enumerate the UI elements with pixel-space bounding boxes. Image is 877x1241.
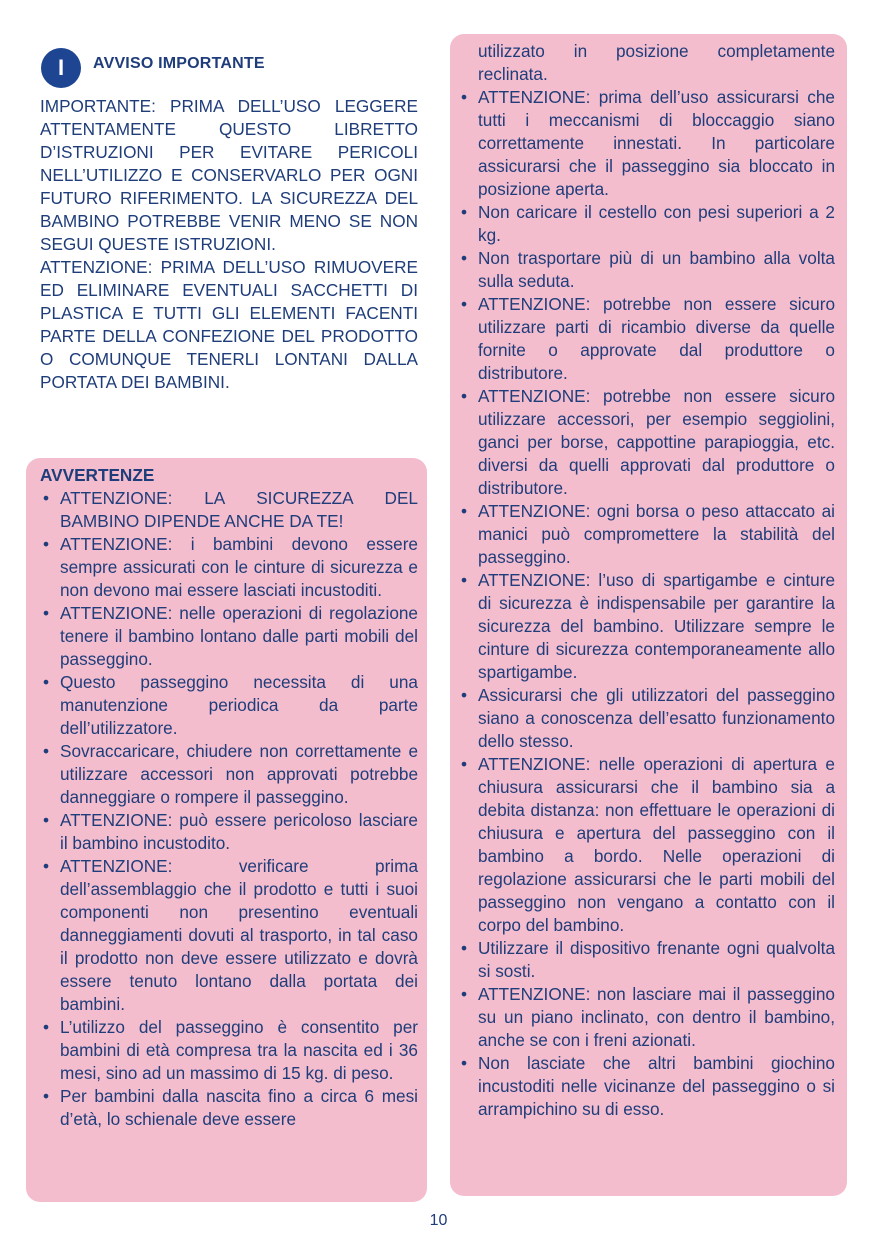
list-item: • Sovraccaricare, chiudere non correttamente e utilizzare accessori non approvati potrebbe danneggiare o rompere il passeggino. (40, 740, 418, 809)
warnings-list-left (40, 487, 418, 1131)
list-item: • ATTENZIONE: l’uso di spartigambe e cinture di sicurezza è indispensabile per garantire la sicurezza del bambino. Utilizzare sempre le cinture di sicurezza contemporaneamente allo spartigambe. (458, 569, 835, 684)
list-item: • ATTENZIONE: nelle operazioni di apertura e chiusura assicurarsi che il bambino sia a debita distanza: non effettuare le operazioni di chiusura e apertura del passeggino con il bambino a bordo. Nelle operazioni di regolazione assicurarsi che le parti mobili del passeggino non vengano a contatto con il corpo del bambino. (458, 753, 835, 937)
intro-paragraph-read-instructions: IMPORTANTE: PRIMA DELL’USO LEGGERE ATTENTAMENTE QUESTO LIBRETTO D’ISTRUZIONI PER EVITARE PERICOLI NELL’UTILIZZO E CONSERVARLO PER OGNI FUTURO RIFERIMENTO. LA SICUREZZA DEL BAMBINO POTREBBE VENIR MENO SE NON SEGUI QUESTE ISTRUZIONI. (40, 96, 418, 254)
list-item: • ATTENZIONE: nelle operazioni di regolazione tenere il bambino lontano dalle parti mobili del passeggino. (40, 602, 418, 671)
warnings-box-right (450, 34, 847, 1196)
warnings-heading: AVVERTENZE (40, 465, 155, 485)
list-item: • ATTENZIONE: potrebbe non essere sicuro utilizzare parti di ricambio diverse da quelle fornite o approvate dal produttore o distributore. (458, 293, 835, 385)
notice-title: AVVISO IMPORTANTE (93, 55, 265, 72)
list-item: • ATTENZIONE: verificare prima dell’assemblaggio che il prodotto e tutti i suoi componenti non presentino eventuali danneggiamenti dovuti al trasporto, in tal caso il prodotto non deve essere utilizzato e dovrà essere tenuto lontano dalla portata dei bambini. (40, 855, 418, 1016)
warnings-box-left (26, 458, 427, 1202)
list-item: • Assicurarsi che gli utilizzatori del passeggino siano a conoscenza dell’esatto funzionamento dello stesso. (458, 684, 835, 753)
list-item: • Questo passeggino necessita di una manutenzione periodica da parte dell’utilizzatore. (40, 671, 418, 740)
list-item: • Non trasportare più di un bambino alla volta sulla seduta. (458, 247, 835, 293)
page-number: 10 (429, 1212, 448, 1229)
intro-paragraph-remove-packaging: ATTENZIONE: PRIMA DELL’USO RIMUOVERE ED ELIMINARE EVENTUALI SACCHETTI DI PLASTICA E TUTTI GLI ELEMENTI FACENTI PARTE DELLA CONFEZIONE DEL PRODOTTO O COMUNQUE TENERLI LONTANI DALLA PORTATA DEI BAMBINI. (40, 257, 418, 392)
list-item: • ATTENZIONE: ogni borsa o peso attaccato ai manici può compromettere la stabilità del passeggino. (458, 500, 835, 569)
list-item: • Per bambini dalla nascita fino a circa 6 mesi d’età, lo schienale deve essere (40, 1085, 418, 1131)
list-item: • ATTENZIONE: può essere pericoloso lasciare il bambino incustodito. (40, 809, 418, 855)
list-item: • ATTENZIONE: prima dell’uso assicurarsi che tutti i meccanismi di bloccaggio siano correttamente innestati. In particolare assicurarsi che il passeggino sia bloccato in posizione aperta. (458, 86, 835, 201)
continued-text: utilizzato in posizione completamente reclinata. (478, 41, 835, 84)
warnings-list-right (458, 86, 835, 1121)
list-item: • ATTENZIONE: non lasciare mai il passeggino su un piano inclinato, con dentro il bambino, anche se con i freni azionati. (458, 983, 835, 1052)
intro-text (40, 95, 418, 394)
list-item: • ATTENZIONE: potrebbe non essere sicuro utilizzare accessori, per esempio seggiolini, ganci per borse, cappottine parapioggia, etc. diversi da quelli approvati dal produttore o distributore. (458, 385, 835, 500)
list-item: • Non lasciate che altri bambini giochino incustoditi nelle vicinanze del passeggino o si arrampichino su di esso. (458, 1052, 835, 1121)
list-item: • Utilizzare il dispositivo frenante ogni qualvolta si sosti. (458, 937, 835, 983)
list-item: • L’utilizzo del passeggino è consentito per bambini di età compresa tra la nascita ed i 36 mesi, sino ad un massimo di 15 kg. di peso. (40, 1016, 418, 1085)
list-item: • ATTENZIONE: LA SICUREZZA DEL BAMBINO DIPENDE ANCHE DA TE! (40, 487, 418, 533)
list-item: • ATTENZIONE: i bambini devono essere sempre assicurati con le cinture di sicurezza e non devono mai essere lasciati incustoditi. (40, 533, 418, 602)
language-badge: I (41, 48, 81, 88)
list-item: • Non caricare il cestello con pesi superiori a 2 kg. (458, 201, 835, 247)
